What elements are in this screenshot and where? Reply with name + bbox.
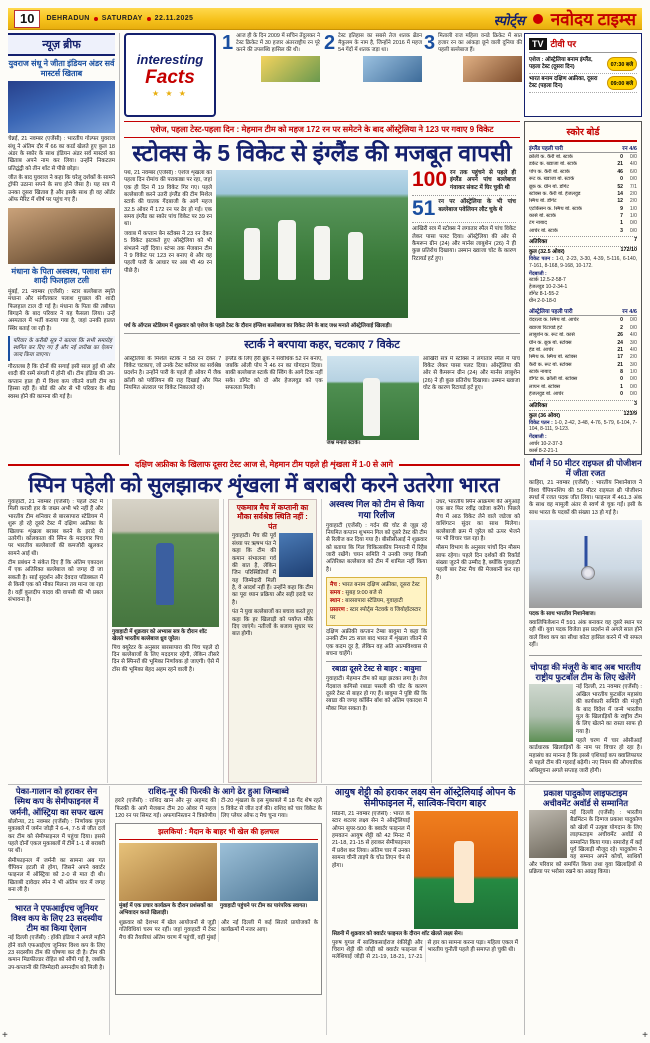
scoreboard-row	[529, 154, 637, 161]
batter-boundaries: 1/0	[629, 213, 637, 219]
fow-values: 1-0, 2-23, 3-30, 4-39, 5-116, 6-140, 7-161, 8-168, 9-168, 10-172.	[529, 256, 638, 269]
fact-image	[363, 56, 422, 82]
brief-quote-inset: परिवार के करीबी सूत्र ने बताया कि सभी समारोह स्थगित कर दिए गए हैं और नई तारीख का ऐलान जल्द किया जाएगा।	[8, 336, 115, 361]
batter-runs: 9	[620, 205, 623, 212]
shuttler-silhouette	[454, 841, 474, 903]
football-article	[529, 662, 642, 775]
batter-dismissal: पोप क. कैरी बो. स्टार्क	[529, 168, 570, 175]
kicker-rule	[8, 464, 129, 466]
story-paragraph: गुवाहाटी। मैच की पूर्व संध्या पर ऋषभ पंत ने कहा कि टीम की कमान संभालना गर्व की बात है, लेकिन जिन परिस्थितियों में यह जिम्मेदारी मिली है, वे आदर्श नहीं हैं। उन्होंने कहा कि टीम का पूरा ध्यान प्रक्रिया और सही इरादे पर है।	[232, 533, 313, 606]
innings-batting-rows	[529, 154, 637, 235]
batter-dismissal: रूट क. ख्वाजा बो. स्टार्क	[529, 176, 575, 183]
batter-runs: 3	[620, 227, 623, 234]
player-silhouette	[314, 226, 330, 280]
crop-mark: +	[2, 1030, 8, 1041]
stat-text: रन पर ऑस्ट्रेलिया के भी पांच बल्लेबाज पवेलियन लौट चुके थे	[438, 199, 516, 213]
batter-boundaries: 3/0	[629, 339, 637, 346]
badminton-headline: आयुष शेट्टी को हराकर लक्ष्य सेन ऑस्ट्रेलियाई ओपन के सेमीफाइनल में, सात्विक-चिराग बाहर	[334, 786, 516, 809]
extras-value: 3	[634, 400, 637, 407]
story-paragraph: आखिरी सत्र में स्टोक्स ने लगातार स्पैल में पांच विकेट लेकर पासा पलट दिया। ऑस्ट्रेलिया की ओर से कैमरून ग्रीन (24) और मार्नस लाबुशेन (26) ने ही कुछ प्रतिरोध दिखाया। उस्मान ख्वाजा चोट के कारण रिटायर्ड हर्ट हुए।	[422, 355, 520, 392]
starc-photo	[327, 356, 419, 440]
batter-runs: 0	[620, 317, 623, 324]
story-paragraph: शुक्रवार को देशभर में खेल आयोजनों से जुड़ी गतिविधियां चरम पर रहीं। जहां गुवाहाटी में टेस्ट मैच की तैयारियां अंतिम चरण में पहुंचीं, वहीं मुंबई और नई दिल्ली में कई सितारे प्रायोजकों के कार्यक्रमों में नजर आए।	[119, 919, 318, 941]
tv-time-badge: 07:30 बजे	[607, 57, 637, 71]
scoreboard-row	[529, 161, 637, 168]
innings-team: इंग्लैंड पहली पारी	[529, 146, 563, 152]
center-bottom-column	[115, 786, 327, 1035]
story-paragraph: बोलोन्या, 21 नवम्बर (एजेंसी) : निर्णायक युगल मुकाबले में जर्मन जोड़ी ने 6-4, 7-5 से जीत दर्ज कर टीम को सेमीफाइनल में पहुंचा दिया। इससे पहले दोनों एकल मुकाबलों में टीमें 1-1 से बराबरी पर थीं।	[8, 818, 105, 855]
story-paragraph: पंत ने युवा बल्लेबाजों का बचाव करते हुए कहा कि हर खिलाड़ी को पर्याप्त मौके दिए जाएंगे। नतीजों के बजाय सुधार पर बात होगी।	[232, 609, 313, 638]
sub-headline: स्टार्क ने बरपाया कहर, चटकाए 7 विकेट	[124, 333, 520, 354]
tv-row	[529, 74, 637, 93]
edition-date	[46, 15, 193, 22]
innings-columns: रन 4/6	[622, 309, 637, 316]
medal-ribbon	[584, 536, 587, 568]
story-paragraph: इंग्लैंड के लिए हैरी ब्रूक ने सर्वाधिक 52 रन बनाए, जबकि ओली पोप ने 46 रन का योगदान दिया। बाकी बल्लेबाज स्टार्क की स्विंग के आगे टिक नहीं सके। डॉगेट को दो और हेजलवुड को एक सफलता मिली।	[225, 355, 323, 392]
batter-runs: 46	[617, 168, 623, 175]
innings-columns: रन 4/6	[622, 146, 637, 152]
batter-dismissal: ख्वाजा रिटायर्ड हर्ट	[529, 324, 563, 331]
batter-boundaries: 0/0	[629, 227, 637, 234]
scoreboard-row	[529, 169, 637, 176]
shooting-headline: धौर्मा ने 50 मीटर राइफल थ्री पोजीशन में जीता रजत	[529, 458, 642, 479]
innings-header	[529, 307, 637, 316]
batter-boundaries: 1/0	[629, 369, 637, 375]
batter-runs: 21	[617, 361, 623, 368]
award-recipient-photo	[529, 810, 567, 858]
feature-title: झलकियां : मैदान के बाहर भी खेल की हलचल	[119, 827, 318, 840]
fall-of-wickets	[529, 420, 637, 434]
football-headline: चोपड़ा की मंजूरी के बाद अब भारतीय राष्ट्रीय फुटबॉल टीम के लिए खेलेंगे	[530, 662, 641, 683]
edition-day: SATURDAY	[101, 15, 143, 22]
tennis-article	[8, 786, 110, 1035]
tv-listings-title: टीवी पर	[550, 39, 577, 49]
batter-runs: 8	[620, 369, 623, 375]
batter-boundaries: 0/0	[629, 317, 637, 324]
facts-brand-bottom: Facts	[145, 67, 195, 88]
article-divider	[529, 781, 642, 782]
shooting-article	[529, 458, 642, 649]
total-row	[529, 246, 637, 255]
fall-of-wickets	[529, 256, 637, 270]
story-paragraph: पहले चरण में चार ओसीआई कार्डधारक खिलाड़ियों के नाम पर विचार हो रहा है। महासंघ का मानना है कि इससे एशियाई कप क्वालिफायर से पहले टीम की गहराई बढ़ेगी। नए नियम की औपचारिक अधिसूचना अगले सप्ताह जारी होगी।	[529, 738, 642, 774]
bowler-silhouette	[363, 378, 380, 436]
batter-runs: 52	[617, 183, 623, 190]
player-silhouette	[244, 228, 260, 280]
batter-runs: 0	[620, 376, 623, 383]
fow-label: विकेट पतन :	[529, 256, 554, 263]
scoreboard	[524, 121, 642, 455]
story-paragraph: उधर, भारतीय स्पिन आक्रमण की अगुआई एक बार फिर रवींद्र जडेजा करेंगे। पिछले मैच में आठ विकेट लेने वाले जडेजा को वाशिंगटन सुंदर का साथ मिलेगा। बल्लेबाजी क्रम में जुरेल को ऊपर भेजने पर भी विचार चल रहा है।	[436, 499, 520, 542]
scoreboard-row	[529, 198, 637, 205]
stat-callout	[412, 167, 516, 197]
separator-dot	[147, 17, 151, 21]
edition-date-value: 22.11.2025	[154, 15, 194, 22]
scoreboard-row	[529, 391, 637, 398]
news-brief-column	[8, 33, 120, 455]
batter-runs: 17	[617, 354, 623, 361]
edition-city: DEHRADUN	[46, 15, 90, 22]
photo-caption: पदक के साथ भारतीय निशानेबाज।	[529, 611, 596, 618]
page-header-bar	[8, 8, 642, 30]
india-story-headline: स्पिन पहेली को सुलझाकर शृंखला में बराबरी करने उतरेगा भारत	[28, 474, 500, 497]
scoreboard-row	[529, 228, 637, 235]
batter-dismissal: ब्रूक क. ग्रीन बो. डॉगेट	[529, 183, 569, 190]
infobox-row: मैच : भारत बनाम दक्षिण अफ्रीका, दूसरा टेस्ट	[330, 582, 420, 589]
batter-dismissal: लाबुशेन क. रूट बो. कार्स	[529, 332, 575, 339]
scoreboard-row	[529, 206, 637, 213]
bowling-line: आर्चर 10-2-37-3	[529, 440, 563, 447]
fow-values: 1-0, 2-42, 3-48, 4-76, 5-79, 6-104, 7-104, 8-111, 9-123.	[529, 419, 637, 433]
fact-item	[222, 33, 320, 117]
innings-team: ऑस्ट्रेलिया पहली पारी	[529, 309, 573, 316]
stat-value: 100	[412, 167, 448, 191]
batter-runs: 21	[617, 346, 623, 353]
bottom-articles	[8, 786, 520, 1035]
batter-boundaries: 2/0	[629, 198, 637, 205]
scoreboard-row	[529, 376, 637, 383]
total-label: कुल (32.5 ओवर)	[529, 249, 565, 256]
batter-dismissal: स्मिथ क. स्मिथ बो. स्टोक्स	[529, 354, 577, 361]
bowling-line: स्टार्क 12.5-2-58-7	[529, 277, 566, 284]
tv-listings-header	[529, 37, 637, 53]
fact-image	[463, 56, 522, 82]
bowling-line: डॉगेट 8-1-55-2	[529, 291, 559, 298]
fact-number: 3	[424, 32, 436, 54]
batter-dismissal: एटकिंसन क. स्मिथ बो. स्टार्क	[529, 205, 582, 212]
scoreboard-title: स्कोर बोर्ड	[529, 125, 637, 142]
batter-dismissal: टंग नाबाद	[529, 220, 547, 227]
brief-paragraph: जीत के बाद युवराज ने कहा कि घरेलू दर्शकों के सामने ट्रॉफी उठाना सपने के सच होने जैसा है। यह सत्र में उनका दूसरा खिताब है और इसके साथ ही वह ऑर्डर ऑफ मेरिट में शीर्ष पर पहुंच गए हैं।	[8, 175, 115, 204]
batter-dismissal: कैरी क. रूट बो. स्टोक्स	[529, 361, 572, 368]
fact-number: 2	[324, 32, 336, 54]
extras-row	[529, 400, 637, 409]
photo-caption: सिडनी में शुक्रवार को क्वार्टर फाइनल के दौरान शॉट खेलते लक्ष्य सेन।	[332, 930, 463, 937]
bowling-line: कार्स 8-2-21-1	[529, 447, 558, 454]
batter-boundaries: 4/0	[629, 161, 637, 168]
batter-boundaries: 0/0	[629, 154, 637, 160]
article-divider	[529, 655, 642, 656]
news-brief-title: न्यूज़ ब्रीफ	[8, 33, 115, 56]
batter-boundaries: 0/0	[629, 220, 637, 227]
lead-paragraph: जवाब में कप्तान बेन स्टोक्स ने 23 रन देकर 5 विकेट झटकते हुए ऑस्ट्रेलिया को भी संभलने नहीं दिया। स्टंप्स तक मेजबान टीम ने 9 विकेट पर 123 रन बनाए थे और वह पहली पारी के आधार पर अब भी 49 रन पीछे है।	[124, 230, 212, 274]
scoreboard-row	[529, 347, 637, 354]
batter-boundaries: 0/0	[629, 376, 637, 383]
infobox-row: प्रसारण : स्टार स्पोर्ट्स नेटवर्क व जियोहॉटस्टार पर	[330, 606, 421, 621]
total-value: 172/10	[620, 247, 637, 254]
scoreboard-row	[529, 220, 637, 227]
pant-headline: एकमात्र मैच में कप्तानी का मौका सर्वश्रेष्ठ स्थिति नहीं : पंत	[236, 503, 309, 531]
story-paragraph: सेमीफाइनल में जर्मनी का सामना अब गत चैंपियन इटली से होगा, जिसने अपने क्वार्टर फाइनल में ऑस्ट्रिया को 2-0 से मात दी थी। खिताबी दावेदार स्पेन ने भी अंतिम चार में जगह बना ली है।	[8, 857, 105, 894]
badminton-article	[332, 786, 518, 1035]
bowling-line: ग्रीन 2-0-18-0	[529, 298, 557, 305]
lead-paragraph: पर्थ, 21 नवम्बर (एजेंसी) : एशेज शृंखला का पहला दिन रोमांच की पराकाष्ठा पर रहा, जहां एक ही दिन में 19 विकेट गिर गए। पहले बल्लेबाजी करने उतरी इंग्लैंड की टीम मिशेल स्टार्क की घातक गेंदबाजी के आगे महज 32.5 ओवर में 172 रन पर ढेर हो गई। एक समय इंग्लैंड का स्कोर पांच विकेट पर 39 रन था।	[124, 169, 212, 228]
india-story	[8, 499, 520, 783]
practice-photo	[112, 499, 219, 627]
player-silhouette	[278, 220, 296, 280]
batter-runs: 1	[620, 383, 623, 390]
rabada-headline: रबाडा दूसरे टेस्ट से बाहर : बावुमा	[326, 661, 427, 674]
tv-row	[529, 55, 637, 74]
page-number: 10	[14, 10, 40, 28]
total-label: कुल (36 ओवर)	[529, 412, 561, 419]
lead-story-headline: स्टोक्स के 5 विकेट से इंग्लैंड की मजबूत वापसी	[132, 140, 512, 166]
photo-caption: जश्न मनाते स्टार्क।	[326, 439, 361, 446]
tv-listings	[524, 33, 642, 117]
gill-headline: अस्वस्थ गिल को टीम से किया गया रिलीज	[329, 499, 424, 520]
batter-boundaries: 2/0	[629, 354, 637, 361]
bowling-label: गेंदबाजी :	[529, 434, 547, 440]
batter-boundaries: 0/0	[629, 391, 637, 398]
story-paragraph: पिच क्यूरेटर के अनुसार बारसापारा की पिच पहले दो दिन बल्लेबाजों के लिए मददगार रहेगी, लेकिन तीसरे दिन से स्पिनरों की भूमिका निर्णायक हो जाएगी। ऐसे में टॉस की भूमिका बेहद अहम रहने वाली है।	[112, 644, 219, 673]
scoreboard-row	[529, 369, 637, 376]
brief-headline: मंधाना के पिता अस्वस्थ, पलाश संग शादी फिलहाल टली	[11, 266, 112, 286]
batter-runs: 0	[620, 391, 623, 398]
photo-caption: गुवाहाटी पहुंचने पर टीम का पारंपरिक स्वागत।	[220, 903, 308, 910]
rashid-headline: राशिद-नूर की फिरकी के आगे ढेर हुआ जिम्बाब्वे	[148, 786, 289, 796]
story-paragraph: ऑस्ट्रेलिया के मिशेल स्टार्क ने 58 रन देकर 7 विकेट चटकाए, जो उनके टेस्ट करियर का सर्वश्रेष्ठ प्रदर्शन है। उन्होंने पारी के पहले ही ओवर में जैक क्रॉली को पवेलियन की राह दिखाई और फिर नियमित अंतराल पर विकेट निकालते रहे।	[124, 355, 222, 392]
batter-dismissal: हेड बो. आर्चर	[529, 346, 554, 353]
photo-caption: मुंबई में एक प्रचार कार्यक्रम के दौरान प्रशंसकों का अभिवादन करते खिलाड़ी।	[119, 903, 213, 917]
fact-text: आज ही के दिन 2009 में सचिन तेंदुलकर ने टेस्ट क्रिकेट में 30 हजार अंतरराष्ट्रीय रन पूरे करने की उपलब्धि हासिल की थी।	[236, 33, 320, 54]
story-paragraph: हरारे (एजेंसी) : राशिद खान और नूर अहमद की फिरकी के आगे मेजबान टीम 20 ओवर में महज 120 रन पर सिमट गई। अफगानिस्तान ने त्रिकोणीय टी-20 शृंखला के इस मुकाबले में 18 गेंद शेष रहते 5 विकेट से जीत दर्ज की। राशिद को चार विकेट के लिए प्लेयर ऑफ द मैच चुना गया।	[115, 798, 322, 819]
shooter-photo	[529, 520, 642, 608]
scoreboard-row	[529, 184, 637, 191]
medal-icon	[581, 566, 595, 580]
story-paragraph: नई दिल्ली (एजेंसी) : हॉकी इंडिया ने अगले महीने होने वाले एफआईएच जूनियर विश्व कप के लिए 23 सदस्यीय टीम की घोषणा कर दी है। टीम की कमान मिडफील्डर रोहित को सौंपी गई है, जबकि उप-कप्तानी की जिम्मेदारी अमनदीप को मिली है।	[8, 935, 105, 971]
tv-time-badge: 09:00 बजे	[607, 76, 637, 90]
batter-dismissal: डकेट क. ख्वाजा बो. स्टार्क	[529, 161, 577, 168]
batter-boundaries: 4/0	[629, 346, 637, 353]
batter-dismissal: कार्स बो. स्टार्क	[529, 213, 556, 219]
lead-story-kicker: एशेज, पहला टेस्ट-पहला दिन : मेहमान टीम को महज 172 रन पर समेटने के बाद ऑस्ट्रेलिया ने 123 पर गवाए 9 विकेट	[124, 121, 520, 138]
award-headline: प्रकाश पादुकोण लाइफटाइम अचीवमेंट अवॉर्ड से सम्मानित	[542, 787, 629, 809]
brief-paragraph: गौरतलब है कि दोनों की सगाई इसी साल हुई थी और शादी की रस्में संगली में होनी थीं। टीम इंडिया की उप-कप्तान हाल ही में विश्व कप जीतने वाली टीम का हिस्सा रही हैं। बोर्ड की ओर से भी परिवार के शीघ्र स्वस्थ होने की कामना की गई है।	[8, 364, 115, 400]
batter-runs: 7	[620, 213, 623, 219]
story-paragraph: दक्षिण अफ्रीकी कप्तान टेम्बा बावुमा ने कहा कि उनकी टीम 25 साल बाद भारत में शृंखला जीतने से एक कदम दूर है, लेकिन वह अति आत्मविश्वास से बचना चाहेंगे।	[326, 628, 427, 657]
batter-runs: 0	[620, 154, 623, 160]
batter-boundaries: 4/0	[629, 332, 637, 339]
extras-label: अतिरिक्त	[529, 239, 548, 246]
batter-boundaries: 7/1	[629, 183, 637, 190]
batter-boundaries: 0/0	[629, 324, 637, 331]
extras-row	[529, 236, 637, 245]
batter-boundaries: 6/0	[629, 168, 637, 175]
facts-brand-top: interesting	[136, 52, 204, 67]
batter-boundaries: 2/0	[629, 190, 637, 197]
batter-dismissal: क्रॉली क. कैरी बो. स्टार्क	[529, 154, 573, 160]
total-value: 123/9	[623, 410, 637, 417]
pant-box	[228, 499, 317, 783]
fact-text: मिताली राज महिला वनडे क्रिकेट में सात हजार रन का आंकड़ा छूने वाली दुनिया की पहली बल्लेबाज हैं।	[438, 33, 522, 54]
fact-number: 1	[222, 32, 234, 54]
hockey-headline: भारत ने एफआईएच जूनियर विश्व कप के लिए 23 सदस्यीय टीम का किया ऐलान	[8, 899, 105, 934]
crop-mark: +	[642, 1030, 648, 1041]
section-divider	[8, 784, 642, 785]
brief-headline: युवराज संधू ने जीता इंडियन अंडर सर्व मास्टर्स खिताब	[8, 59, 115, 78]
stat-value: 51	[412, 197, 436, 221]
award-article	[529, 788, 642, 877]
fow-label: विकेट पतन :	[529, 419, 553, 426]
fact-text: टेस्ट इतिहास का सबसे तेज शतक ब्रेंडन मैकुलम के नाम है, जिन्होंने 2016 में महज 54 गेंदों में शतक जड़ा था।	[338, 33, 422, 54]
stat-callout	[412, 199, 516, 223]
feature-photo-2	[220, 843, 318, 901]
batter-boundaries: 0/0	[629, 383, 637, 390]
bowling-label: गेंदबाजी :	[529, 270, 547, 277]
scoreboard-row	[529, 354, 637, 361]
extras-label: अतिरिक्त	[529, 402, 548, 409]
story-paragraph: गुवाहाटी (एजेंसी) : गर्दन की चोट से जूझ रहे नियमित कप्तान शुभमन गिल को दूसरे टेस्ट की टीम से रिलीज कर दिया गया है। बीसीसीआई ने शुक्रवार को बताया कि गिल चिकित्सकीय निगरानी में रिहैब जारी रखेंगे। चयन समिति ने उनकी जगह किसी अतिरिक्त बल्लेबाज को टीम में शामिल नहीं किया है।	[326, 522, 427, 573]
innings-batting-rows	[529, 317, 637, 398]
infobox-row: समय : सुबह 9:00 बजे से	[330, 590, 382, 597]
scoreboard-row	[529, 362, 637, 369]
story-paragraph: पुरुष युगल में सात्विकसाईराज रंकीरेड्डी और चिराग शेट्टी की जोड़ी को क्वार्टर फाइनल में मलेशियाई जोड़ी से 21-19, 18-21, 17-21 से हार का सामना करना पड़ा। महिला एकल में भारतीय चुनौती पहले ही समाप्त हो चुकी थी।	[332, 939, 518, 961]
masthead: नवोदय टाइम्स	[550, 10, 636, 29]
story-paragraph: टीम प्रबंधन ने संकेत दिए हैं कि अंतिम एकादश में एक अतिरिक्त बल्लेबाज को जगह दी जा सकती है। साई सुदर्शन और देवदत्त पडिक्कल में से किसी एक को मौका मिलना तय माना जा रहा है। वहीं कुलदीप यादव की वापसी की भी प्रबल संभावना है।	[8, 560, 103, 603]
batter-dismissal: स्मिथ बो. डॉगेट	[529, 198, 557, 205]
story-paragraph: नई दिल्ली, 21 नवम्बर (एजेंसी) : अखिल भारतीय फुटबॉल महासंघ की कार्यकारी समिति की मंजूरी के बाद विदेश में जन्मे भारतीय मूल के खिलाड़ियों के राष्ट्रीय टीम के लिए खेलने का रास्ता साफ हो गया है।	[576, 684, 642, 735]
batter-boundaries: 3/0	[629, 361, 637, 368]
scoreboard-row	[529, 213, 637, 220]
scoreboard-row	[529, 384, 637, 391]
batter-dismissal: लायन बो. स्टोक्स	[529, 383, 561, 390]
stat-text: रन तक पहुंचने से पहले ही इंग्लैंड अपने पांच बल्लेबाज गंवाकर संकट में घिर चुकी थी	[450, 169, 516, 191]
pant-photo	[279, 533, 313, 577]
fact-image	[261, 56, 320, 82]
tv-icon: TV	[529, 38, 547, 50]
interesting-facts-box	[124, 33, 216, 117]
batter-dismissal: आर्चर बो. स्टार्क	[529, 227, 558, 234]
batter-dismissal: वेदरल्ड क. स्मिथ बो. आर्चर	[529, 317, 579, 324]
scoreboard-row	[529, 325, 637, 332]
story-paragraph: गुवाहाटी। मेहमान टीम को बड़ा झटका लगा है। तेज गेंदबाज कगिसो रबाडा पसली की चोट के कारण दूसरे टेस्ट से बाहर हो गए हैं। बावुमा ने पुष्टि की कि रबाडा की जगह कॉर्बिन बॉश को अंतिम एकादश में मौका मिल सकता है।	[326, 676, 427, 712]
match-infobox	[326, 577, 427, 626]
batter-runs: 26	[617, 332, 623, 339]
section-label: स्पोर्ट्स	[493, 13, 525, 28]
celebration-photo	[216, 170, 408, 318]
batter-dismissal: स्टोक्स क. कैरी बो. हेजलवुड	[529, 190, 581, 197]
fact-item	[424, 33, 522, 117]
batter-runs: 12	[617, 198, 623, 205]
extras-value: 7	[634, 237, 637, 244]
photo-caption: गुवाहाटी में शुक्रवार को अभ्यास सत्र के दौरान शॉट खेलते भारतीय बल्लेबाज ध्रुव जुरेल।	[112, 629, 207, 642]
batter-runs: 14	[617, 190, 623, 197]
tv-event: एशेज : ऑस्ट्रेलिया बनाम इंग्लैंड, पहला टेस्ट (दूसरा दिन)	[529, 57, 593, 70]
batter-dismissal: डॉगेट क. क्रॉली बो. स्टोक्स	[529, 376, 578, 383]
batter-runs: 0	[620, 176, 623, 183]
innings-header	[529, 144, 637, 153]
story-paragraph: मौसम विभाग के अनुसार पांचों दिन मौसम साफ रहेगा। पहले दिन दर्शकों की रिकॉर्ड संख्या जुटने की उम्मीद है, क्योंकि गुवाहाटी पहली बार टेस्ट मैच की मेजबानी कर रहा है।	[436, 545, 520, 581]
brief-paragraph: मुंबई, 21 नवम्बर (एजेंसी) : स्टार बल्लेबाज स्मृति मंधाना और संगीतकार पलाश मुच्छल की शादी फिलहाल टाल दी गई है। मंधाना के पिता की तबीयत बिगड़ने के बाद परिवार ने यह फैसला लिया। उन्हें अस्पताल में भर्ती कराया गया है, जहां उनकी हालत स्थिर बताई जा रही है।	[8, 288, 115, 332]
batter-runs: 24	[617, 339, 623, 346]
couple-photo	[8, 208, 115, 264]
kicker-text: दक्षिण अफ्रीका के खिलाफ दूसरा टेस्ट आज से, मेहमान टीम पहले ही शृंखला में 1-0 से आगे	[134, 460, 394, 469]
footballer-photo	[529, 684, 573, 742]
scoreboard-row	[529, 317, 637, 324]
tv-event: भारत बनाम दक्षिण अफ्रीका, दूसरा टेस्ट (पहला दिन)	[529, 76, 598, 89]
batter-runs: 21	[617, 161, 623, 168]
feature-photo-1	[119, 843, 217, 901]
batter-dismissal: ग्रीन क. ब्रूक बो. स्टोक्स	[529, 339, 572, 346]
batter-boundaries: 0/0	[629, 176, 637, 183]
lead-paragraph: आखिरी सत्र में स्टोक्स ने लगातार स्पैल में पांच विकेट लेकर पासा पलट दिया। ऑस्ट्रेलिया की ओर से कैमरून ग्रीन (24) और मार्नस लाबुशेन (26) ने ही कुछ प्रतिरोध दिखाया। उस्मान ख्वाजा चोट के कारण रिटायर्ड हर्ट हुए।	[412, 226, 516, 262]
story-paragraph: क्वालिफिकेशन में 591 अंक बनाकर वह दूसरे स्थान पर रही थीं। युवा पदक विजेता इस प्रदर्शन से अगले साल होने वाले विश्व कप का सीधा कोटा हासिल करने में भी सफल रहीं।	[529, 619, 642, 648]
player-silhouette	[348, 232, 363, 280]
photo-feature-box	[115, 823, 322, 995]
bowling-figures	[529, 277, 637, 305]
lead-story	[124, 121, 520, 455]
golfer-photo	[8, 81, 115, 133]
batsman-silhouette	[156, 543, 174, 605]
bowling-figures	[529, 441, 637, 455]
batter-runs: 1	[620, 220, 623, 227]
batter-boundaries: 1/0	[629, 205, 637, 212]
separator-dot	[94, 17, 98, 21]
bowling-line: हेजलवुड 10-2-34-1	[529, 284, 568, 291]
scoreboard-row	[529, 191, 637, 198]
badminton-photo	[414, 811, 518, 929]
story-paragraph: गुवाहाटी, 21 नवम्बर (एजेंसी) : पहले टेस्ट में मिली करारी हार के जख्म अभी भरे नहीं हैं और भारतीय टीम शनिवार से बारसापारा स्टेडियम में शुरू हो रहे दूसरे टेस्ट में दक्षिण अफ्रीका के खिलाफ शृंखला बराबर करने के इरादे से उतरेगी। कोलकाता की स्पिन के मददगार पिच पर भारतीय बल्लेबाजों की कमजोरी खुलकर सामने आई थी।	[8, 499, 103, 557]
scoreboard-row	[529, 176, 637, 183]
scoreboard-row	[529, 332, 637, 339]
scoreboard-row	[529, 340, 637, 347]
tennis-headline: पेका-गालान को हराकर सेन स्मिथ कप के सेमीफाइनल में जर्मनी, ऑस्ट्रिया का सफर खत्म	[9, 786, 104, 817]
story-paragraph: काहिरा, 21 नवम्बर (एजेंसी) : भारतीय निशानेबाज ने विश्व चैंपियनशिप की 50 मीटर राइफल थ्री पोजीशन स्पर्धा में रजत पदक जीत लिया। फाइनल में 461.3 अंक के साथ वह मामूली अंतर से स्वर्ण से चूक गईं। इसी के साथ भारत के पदकों की संख्या 13 हो गई है।	[529, 480, 642, 516]
infobox-row: स्थान : बारसापारा स्टेडियम, गुवाहाटी	[330, 598, 403, 605]
story-paragraph: सिडनी, 21 नवम्बर (एजेंसी) : भारत के स्टार शटलर लक्ष्य सेन ने ऑस्ट्रेलियाई ओपन सुपर-500 के क्वार्टर फाइनल में हमवतन आयुष शेट्टी को 42 मिनट में 21-18, 21-15 से हराकर सेमीफाइनल में प्रवेश कर लिया। अंतिम चार में उनका सामना चीनी ताइपे के चोउ तिएन चेन से होगा।	[332, 810, 410, 869]
brief-paragraph: चेन्नई, 21 नवम्बर (एजेंसी) : भारतीय गोल्फर युवराज संधू ने अंतिम दौर में 66 का कार्ड खेलते हुए कुल 18 अंडर के स्कोर के साथ इंडियन अंडर सर्व मास्टर्स का खिताब अपने नाम कर लिया। उन्होंने निकटतम प्रतिद्वंद्वी को तीन शॉट से पीछे छोड़ा।	[8, 136, 115, 172]
right-rail	[524, 458, 642, 1035]
story-paragraph: नई दिल्ली (एजेंसी) : भारतीय बैडमिंटन के दिग्गज प्रकाश पादुकोण को खेलों में उत्कृष्ट योगदान के लिए लाइफटाइम अचीवमेंट अवॉर्ड से सम्मानित किया गया। समारोह में कई पूर्व खिलाड़ी मौजूद रहे। पादुकोण ने यह सम्मान अपने कोचों, साथियों और परिवार को समर्पित किया तथा युवा खिलाड़ियों से प्रक्रिया पर भरोसा रखने का आग्रह किया।	[529, 810, 642, 876]
kicker-rule	[399, 464, 520, 466]
batter-runs: 2	[620, 324, 623, 331]
fact-item	[324, 33, 422, 117]
masthead-group	[494, 7, 636, 30]
brand-logo-icon	[533, 14, 543, 24]
total-row	[529, 410, 637, 419]
batter-dismissal: हेजलवुड बो. आर्चर	[529, 391, 564, 398]
photo-caption: पर्थ के ऑप्टस स्टेडियम में शुक्रवार को एशेज के पहले टेस्ट के दौरान इंग्लिश बल्लेबाज का विकेट लेने के बाद जश्न मनाते ऑस्ट्रेलियाई खिलाड़ी।	[124, 322, 392, 329]
india-story-kicker	[8, 458, 520, 471]
facts-stars-decoration: ★ ★ ★	[152, 89, 188, 98]
batter-dismissal: स्टार्क नाबाद	[529, 369, 552, 375]
